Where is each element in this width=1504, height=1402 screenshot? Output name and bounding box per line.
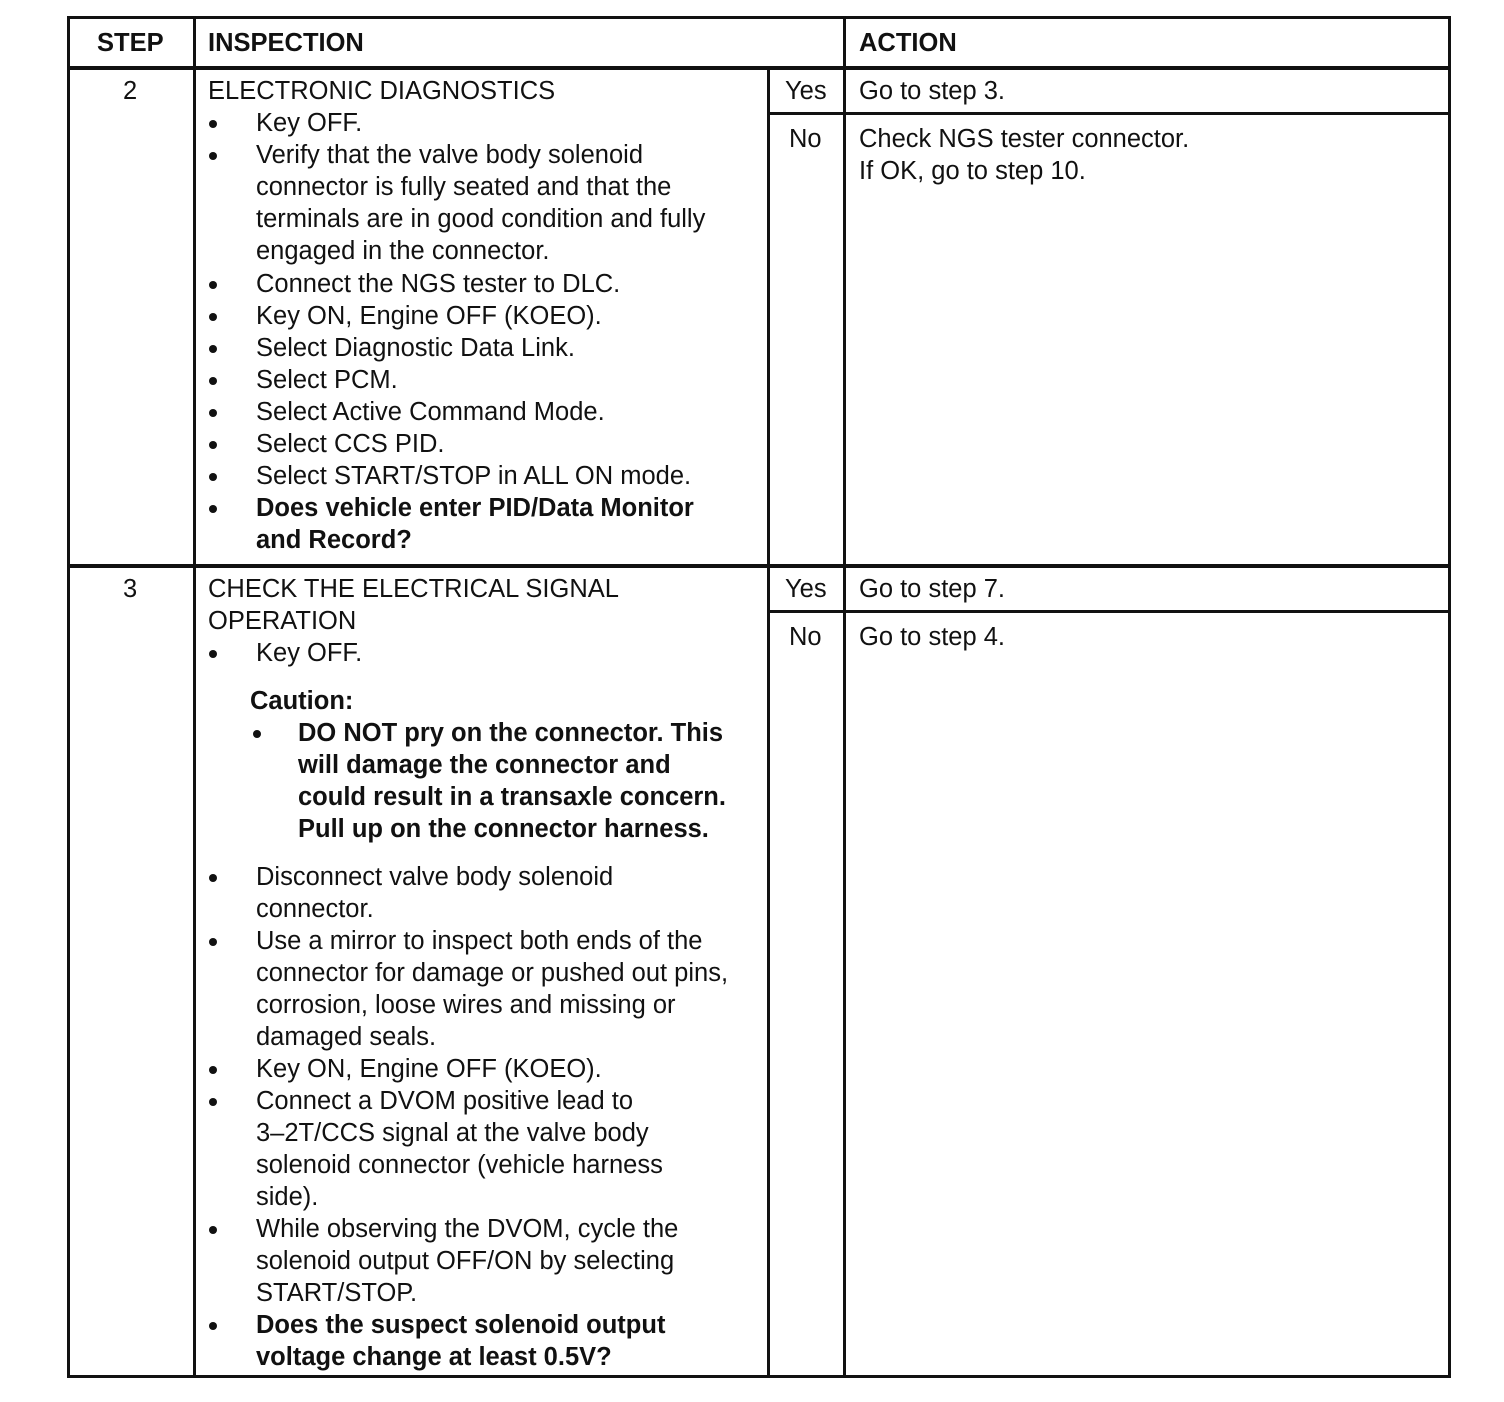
yes-action: Go to step 3. (859, 77, 1006, 105)
inspection-item-cont: damaged seals. (256, 1023, 437, 1051)
inspection-item: While observing the DVOM, cycle the (256, 1215, 679, 1243)
inspection-item: Select CCS PID. (256, 430, 445, 458)
bullet-icon (209, 473, 217, 481)
diagnostic-table (67, 16, 1451, 1378)
inspection-title-cont: OPERATION (208, 607, 357, 635)
inspection-item-cont: engaged in the connector. (256, 237, 550, 265)
bullet-icon (209, 377, 217, 385)
inspection-item: Select Active Command Mode. (256, 398, 605, 426)
inspection-item: Key ON, Engine OFF (KOEO). (256, 302, 602, 330)
inspection-item: Verify that the valve body solenoid (256, 141, 643, 169)
bullet-icon (209, 650, 217, 658)
inspection-item-cont: corrosion, loose wires and missing or (256, 991, 676, 1019)
inspection-item: Select Diagnostic Data Link. (256, 334, 575, 362)
bullet-icon (209, 1098, 217, 1106)
inspection-item: Select PCM. (256, 366, 398, 394)
header-step: STEP (97, 29, 164, 57)
no-label: No (789, 623, 822, 651)
table-border-left (67, 16, 70, 1378)
yes-no-divider-row3 (767, 610, 1451, 613)
bullet-icon (209, 938, 217, 946)
inspection-question: Does the suspect solenoid output (256, 1311, 666, 1339)
inspection-item-cont: terminals are in good condition and fully (256, 205, 706, 233)
yes-label: Yes (785, 77, 827, 105)
inspection-item: Disconnect valve body solenoid (256, 863, 614, 891)
caution-text: could result in a transaxle concern. (298, 783, 726, 811)
caution-text: will damage the connector and (298, 751, 671, 779)
bullet-icon (209, 152, 217, 160)
bullet-icon (253, 730, 261, 738)
inspection-item-cont: solenoid output OFF/ON by selecting (256, 1247, 675, 1275)
inspection-question-cont: voltage change at least 0.5V? (256, 1343, 612, 1371)
bullet-icon (209, 345, 217, 353)
inspection-item-cont: solenoid connector (vehicle harness (256, 1151, 663, 1179)
inspection-item: Key OFF. (256, 639, 363, 667)
divider-yesno-col (767, 67, 770, 1378)
table-border-right (1448, 16, 1451, 1378)
step-number: 3 (123, 575, 138, 603)
bullet-icon (209, 1322, 217, 1330)
bullet-icon (209, 505, 217, 513)
yes-label: Yes (785, 575, 827, 603)
inspection-item-cont: connector. (256, 895, 374, 923)
bullet-icon (209, 313, 217, 321)
inspection-item: Key OFF. (256, 109, 363, 137)
inspection-item: Connect the NGS tester to DLC. (256, 270, 621, 298)
inspection-item-cont: START/STOP. (256, 1279, 418, 1307)
inspection-item: Key ON, Engine OFF (KOEO). (256, 1055, 602, 1083)
header-action: ACTION (859, 29, 957, 57)
inspection-item: Connect a DVOM positive lead to (256, 1087, 634, 1115)
no-action: Go to step 4. (859, 623, 1006, 651)
header-divider (67, 66, 1451, 70)
bullet-icon (209, 120, 217, 128)
caution-text: DO NOT pry on the connector. This (298, 719, 724, 747)
bullet-icon (209, 874, 217, 882)
inspection-title: CHECK THE ELECTRICAL SIGNAL (208, 575, 619, 603)
table-border-bottom (67, 1375, 1451, 1378)
inspection-item-cont: side). (256, 1183, 319, 1211)
yes-action: Go to step 7. (859, 575, 1006, 603)
divider-step-col (193, 16, 196, 1378)
inspection-item: Use a mirror to inspect both ends of the (256, 927, 703, 955)
caution-text: Pull up on the connector harness. (298, 815, 709, 843)
header-inspection: INSPECTION (208, 29, 364, 57)
caution-label: Caution: (250, 687, 354, 715)
inspection-item-cont: connector for damage or pushed out pins, (256, 959, 729, 987)
no-action-cont: If OK, go to step 10. (859, 157, 1086, 185)
bullet-icon (209, 441, 217, 449)
inspection-title: ELECTRONIC DIAGNOSTICS (208, 77, 556, 105)
bullet-icon (209, 409, 217, 417)
no-action: Check NGS tester connector. (859, 125, 1190, 153)
inspection-question: Does vehicle enter PID/Data Monitor (256, 494, 694, 522)
inspection-item-cont: connector is fully seated and that the (256, 173, 672, 201)
yes-no-divider-row2 (767, 112, 1451, 115)
no-label: No (789, 125, 822, 153)
bullet-icon (209, 1226, 217, 1234)
bullet-icon (209, 281, 217, 289)
divider-action-col (843, 16, 846, 1378)
step-number: 2 (123, 77, 138, 105)
row-divider (67, 564, 1451, 568)
table-border-top (67, 16, 1451, 19)
inspection-item-cont: 3–2T/CCS signal at the valve body (256, 1119, 649, 1147)
inspection-question-cont: and Record? (256, 526, 412, 554)
inspection-item: Select START/STOP in ALL ON mode. (256, 462, 692, 490)
bullet-icon (209, 1066, 217, 1074)
